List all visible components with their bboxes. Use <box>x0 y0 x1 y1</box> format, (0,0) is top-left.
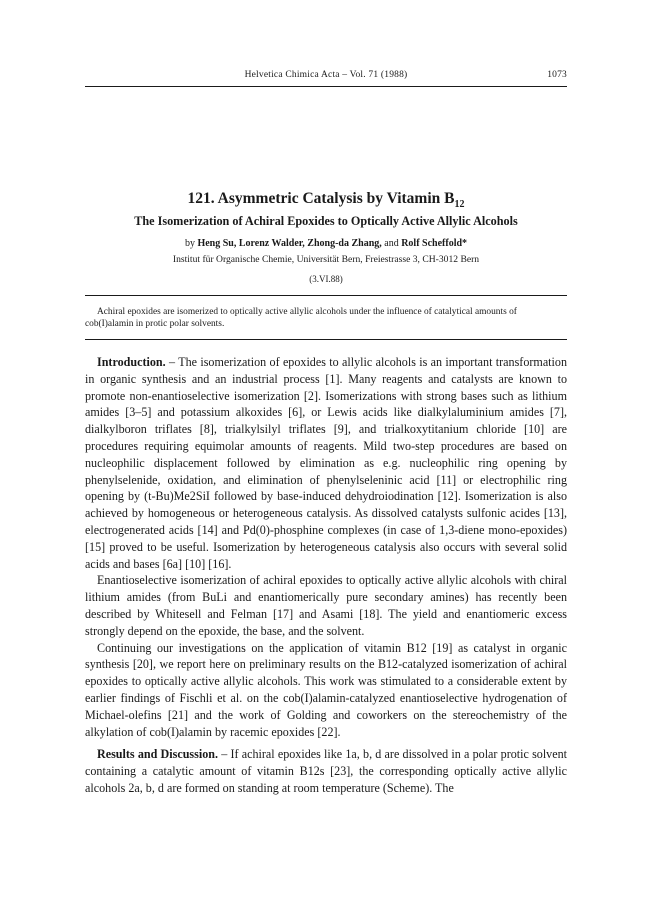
authors-prefix: by <box>184 238 195 249</box>
article-title <box>85 190 567 210</box>
intro-text-1: – The isomerization of epoxides to allylic alcohols is an important transformation in organic synthesis and an industrial process [1]. Many reagents and catalysts are known to promote non-enantioselective isomerization [2]. Isomerizations with strong bases such as lithium amides [3–5] and potassium alkoxides [6], or Lewis acids like dialkylaluminium amides [7], dialkylboron triflates [8], trialkylsilyl triflates [9], and trialkoxytitanium chloride [10] are procedures requiring equimolar amounts of reagents. Mild two-step procedures are based on nucleophilic displacement followed by elimination as e.g. nucleophilic ring opening by phenylselenide, oxidation, and elimination of phenylseleninic acid [11] or electrophilic ring opening by (t-Bu)Me2SiI followed by base-induced dehydroiodination [12]. Isomerization is also achieved by homogeneous or heterogeneous catalysis. As dissolved catalysts sulfonic acides [13], electrogenerated acids [14] and Pd(0)-phosphine complexes (in case of 1,3-diene mono-epoxides) [15] proved to be useful. Isomerization by heterogeneous catalysis also occurs with several solid acids and bases [6a] [10] [16]. <box>85 355 567 571</box>
results-heading: Results and Discussion. <box>97 747 219 762</box>
article-subtitle: The Isomerization of Achiral Epoxides to Optically Active Allylic Alcohols <box>134 214 518 228</box>
results-paragraph-1 <box>85 746 567 796</box>
abstract-rule-top <box>85 295 567 296</box>
authors-and: and <box>384 238 399 249</box>
results-text-1: – If achiral epoxides like 1a, b, d are dissolved in a polar protic solvent containing a catalytic amount of vitamin B12s [23], the corresponding optically active allylic alcohols 2a, b, d are formed on standing at room temperature (Scheme). The <box>85 747 568 795</box>
authors-list: Heng Su, Lorenz Walder, Zhong-da Zhang, <box>197 238 382 249</box>
abstract: Achiral epoxides are isomerized to optically active allylic alcohols under the influence of catalytical amounts of cob(I)alamin in protic polar solvents. <box>85 307 517 329</box>
article-title-subscript: 12 <box>454 199 465 211</box>
received-date: (3.VI.88) <box>309 274 343 284</box>
article-number: 121. <box>187 190 215 207</box>
author-line <box>85 238 567 249</box>
abstract-rule-bottom <box>85 339 567 340</box>
article-body <box>85 354 567 797</box>
running-header <box>85 70 567 84</box>
intro-paragraph-2: Enantioselective isomerization of achiral epoxides to optically active allylic alcohols with chiral lithium amides (from BuLi and enantiomerically pure secondary amines) has recently been described by Whitesell and Felman [17] and Asami [18]. The yield and enantiomeric excess strongly depend on the epoxide, the base, and the solvent. <box>85 573 567 638</box>
running-title: Helvetica Chimica Acta – Vol. 71 (1988) <box>244 70 408 80</box>
intro-paragraph-3: Continuing our investigations on the application of vitamin B12 [19] as catalyst in organic synthesis [20], we report here on preliminary results on the B12-catalyzed isomerization of achiral epoxides to optically active allylic alcohols. This work was stimulated to a considerable extent by earlier findings of Fischli et al. on the cob(I)alamin-catalyzed enantioselective hydrogenation of Michael-olefins [21] and the work of Golding and coworkers on the stereochemistry of the alkylation of cob(I)alamin by racemic epoxides [22]. <box>85 640 567 739</box>
intro-paragraph-1 <box>85 354 567 572</box>
intro-heading: Introduction. <box>97 355 166 369</box>
affiliation: Institut für Organische Chemie, Universität Bern, Freiestrasse 3, CH-3012 Bern <box>172 254 480 265</box>
page-number: 1073 <box>547 70 567 80</box>
authors-last: Rolf Scheffold* <box>401 238 468 249</box>
article-title-main: Asymmetric Catalysis by Vitamin B <box>217 190 455 207</box>
header-rule <box>85 86 567 87</box>
